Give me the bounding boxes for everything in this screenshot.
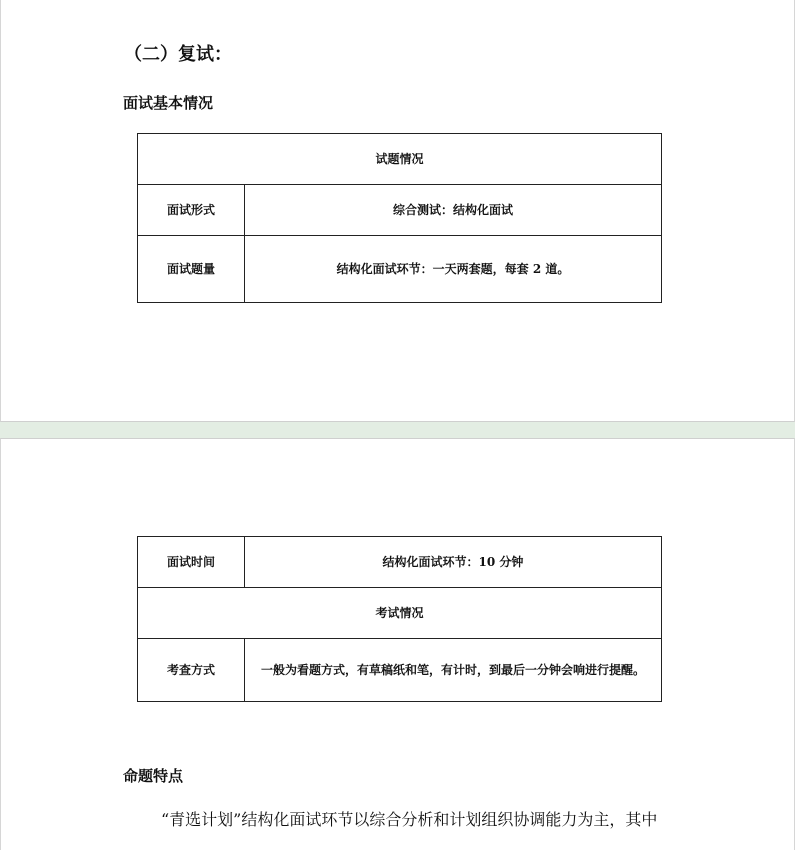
document-page-2	[0, 438, 795, 850]
row-value-cell: 综合测试：结构化面试	[245, 185, 662, 236]
body-paragraph: “青选计划”结构化面试环节以综合分析和计划组织协调能力为主，其中	[161, 810, 658, 829]
table-header-cell: 试题情况	[138, 134, 662, 185]
interview-basics-heading: 面试基本情况	[123, 94, 214, 112]
table-header-row	[138, 588, 662, 639]
question-info-table	[137, 133, 662, 303]
exam-info-table	[137, 536, 662, 702]
table-header-row	[138, 134, 662, 185]
row-value-cell: 一般为看题方式，有草稿纸和笔，有计时，到最后一分钟会响进行提醒。	[245, 639, 662, 702]
row-value-cell: 结构化面试环节：一天两套题，每套 2 道。	[245, 236, 662, 303]
row-label-cell: 考查方式	[138, 639, 245, 702]
table-row	[138, 537, 662, 588]
table-header-cell: 考试情况	[138, 588, 662, 639]
table-row	[138, 236, 662, 303]
document-page-1	[0, 0, 795, 422]
row-label-cell: 面试题量	[138, 236, 245, 303]
row-value-cell: 结构化面试环节：10 分钟	[245, 537, 662, 588]
section-title: （二）复试：	[124, 44, 232, 65]
row-label-cell: 面试时间	[138, 537, 245, 588]
table-row	[138, 185, 662, 236]
question-features-heading: 命题特点	[123, 767, 184, 785]
table-row	[138, 639, 662, 702]
row-label-cell: 面试形式	[138, 185, 245, 236]
